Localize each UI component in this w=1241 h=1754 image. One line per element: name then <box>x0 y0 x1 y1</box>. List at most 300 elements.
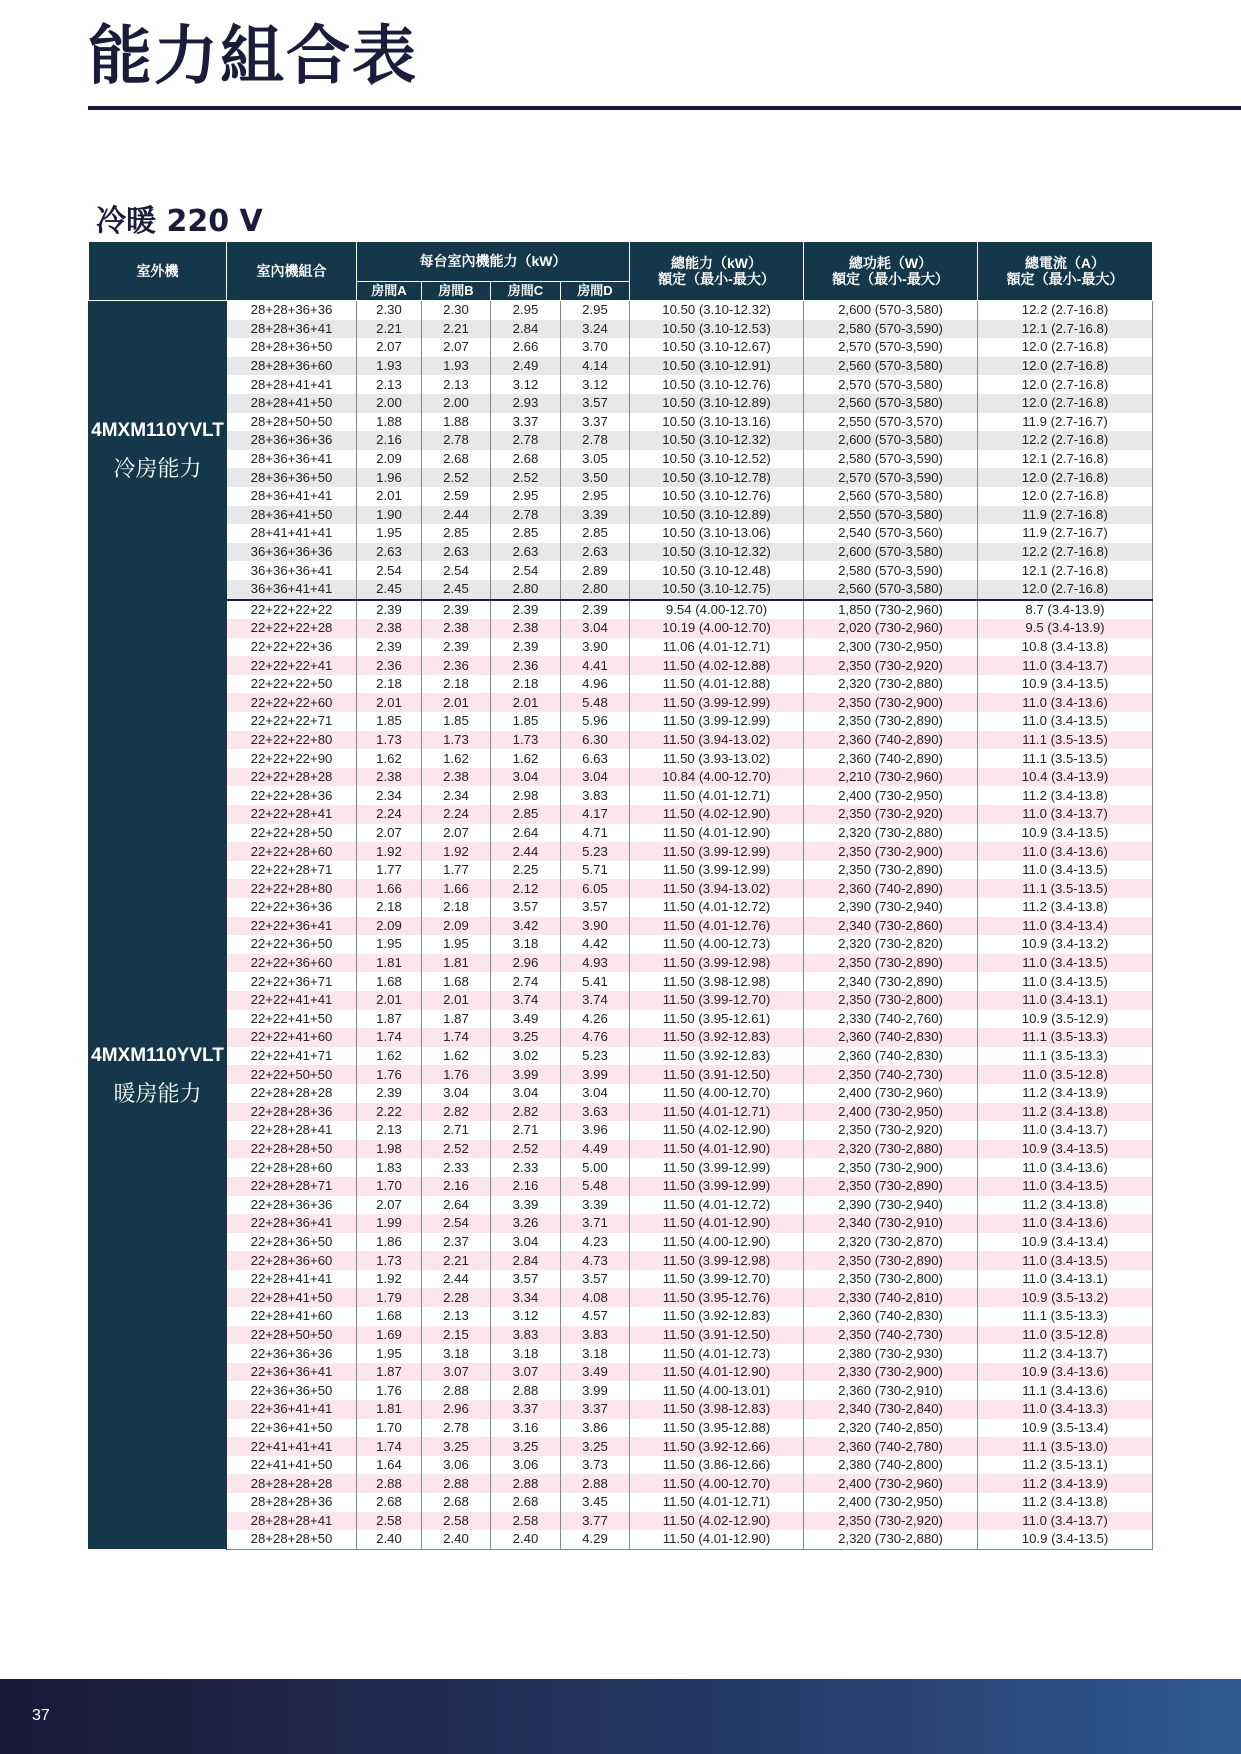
table-row <box>89 1288 1153 1307</box>
cell-total-capacity: 11.50 (3.95-12.76) <box>630 1288 804 1307</box>
cell-indoor-combo: 22+28+41+50 <box>227 1288 357 1307</box>
cell-total-current: 11.2 (3.4-13.9) <box>978 1084 1153 1103</box>
cell-room-a: 2.07 <box>357 1196 422 1215</box>
cell-total-power: 2,360 (740-2,780) <box>804 1437 978 1456</box>
cell-room-b: 2.68 <box>422 450 491 469</box>
cell-indoor-combo: 22+22+22+41 <box>227 656 357 675</box>
cell-indoor-combo: 22+28+36+60 <box>227 1251 357 1270</box>
cell-room-c: 2.78 <box>491 431 561 450</box>
table-row <box>89 1010 1153 1029</box>
cell-room-d: 5.23 <box>561 842 630 861</box>
cell-total-capacity: 11.50 (3.99-12.99) <box>630 1177 804 1196</box>
cell-room-b: 1.76 <box>422 1065 491 1084</box>
cell-room-a: 1.62 <box>357 749 422 768</box>
cell-room-c: 2.01 <box>491 693 561 712</box>
cell-indoor-combo: 22+22+36+41 <box>227 917 357 936</box>
cell-indoor-combo: 22+22+28+60 <box>227 842 357 861</box>
table-row <box>89 1400 1153 1419</box>
cell-room-a: 2.09 <box>357 917 422 936</box>
cell-indoor-combo: 36+36+41+41 <box>227 580 357 600</box>
cell-total-power: 2,340 (730-2,860) <box>804 917 978 936</box>
cell-room-b: 2.44 <box>422 1270 491 1289</box>
cell-total-capacity: 11.50 (4.01-12.88) <box>630 675 804 694</box>
cell-total-current: 12.0 (2.7-16.8) <box>978 468 1153 487</box>
cell-total-power: 2,350 (730-2,900) <box>804 693 978 712</box>
cell-total-capacity: 11.50 (4.02-12.90) <box>630 1512 804 1531</box>
cell-total-current: 11.1 (3.5-13.5) <box>978 731 1153 750</box>
table-row <box>89 1028 1153 1047</box>
cell-total-current: 11.0 (3.4-13.5) <box>978 1177 1153 1196</box>
header-total-current-line1: 總電流（A） <box>1024 254 1106 271</box>
cell-room-b: 1.95 <box>422 935 491 954</box>
page-title: 能力組合表 <box>88 20 418 94</box>
cell-total-current: 10.9 (3.4-13.6) <box>978 1363 1153 1382</box>
cell-room-d: 5.41 <box>561 972 630 991</box>
cell-total-capacity: 11.50 (4.01-12.71) <box>630 786 804 805</box>
cell-total-capacity: 11.50 (4.00-12.73) <box>630 935 804 954</box>
cell-room-a: 2.30 <box>357 301 422 320</box>
cell-room-c: 2.96 <box>491 954 561 973</box>
cell-room-d: 3.50 <box>561 468 630 487</box>
cell-total-capacity: 10.50 (3.10-12.76) <box>630 487 804 506</box>
cell-total-current: 11.1 (3.4-13.6) <box>978 1381 1153 1400</box>
cell-room-c: 3.18 <box>491 935 561 954</box>
cell-total-capacity: 10.50 (3.10-12.91) <box>630 357 804 376</box>
cell-room-d: 2.95 <box>561 487 630 506</box>
cell-total-capacity: 11.50 (4.00-12.70) <box>630 1084 804 1103</box>
cell-room-a: 1.73 <box>357 731 422 750</box>
cell-room-c: 2.52 <box>491 468 561 487</box>
table-row <box>89 1140 1153 1159</box>
cell-indoor-combo: 22+36+41+50 <box>227 1419 357 1438</box>
cell-room-c: 3.37 <box>491 1400 561 1419</box>
cell-total-power: 2,350 (730-2,920) <box>804 805 978 824</box>
cell-total-capacity: 10.19 (4.00-12.70) <box>630 619 804 638</box>
cell-room-b: 2.01 <box>422 991 491 1010</box>
cell-room-a: 1.95 <box>357 935 422 954</box>
cell-room-b: 2.58 <box>422 1512 491 1531</box>
cell-total-power: 2,350 (730-2,890) <box>804 1251 978 1270</box>
cell-total-power: 2,350 (730-2,890) <box>804 861 978 880</box>
cell-room-d: 3.83 <box>561 786 630 805</box>
cell-total-current: 11.0 (3.4-13.7) <box>978 656 1153 675</box>
cell-room-a: 1.68 <box>357 972 422 991</box>
cell-room-d: 4.49 <box>561 1140 630 1159</box>
title-divider <box>88 106 1241 110</box>
cell-total-capacity: 11.50 (3.92-12.83) <box>630 1028 804 1047</box>
cell-room-b: 2.34 <box>422 786 491 805</box>
cell-total-capacity: 11.50 (3.99-12.99) <box>630 693 804 712</box>
cell-room-a: 1.76 <box>357 1065 422 1084</box>
cell-room-c: 2.25 <box>491 861 561 880</box>
table-row <box>89 1270 1153 1289</box>
cell-room-b: 1.68 <box>422 972 491 991</box>
table-row <box>89 1512 1153 1531</box>
cell-total-current: 12.1 (2.7-16.8) <box>978 320 1153 339</box>
cell-room-b: 2.15 <box>422 1326 491 1345</box>
cell-total-capacity: 11.50 (3.94-13.02) <box>630 731 804 750</box>
cell-room-c: 3.18 <box>491 1344 561 1363</box>
cell-room-b: 3.25 <box>422 1437 491 1456</box>
cell-total-current: 12.0 (2.7-16.8) <box>978 580 1153 600</box>
cell-indoor-combo: 22+22+36+50 <box>227 935 357 954</box>
table-row <box>89 917 1153 936</box>
cell-room-d: 2.89 <box>561 561 630 580</box>
cell-total-current: 11.2 (3.4-13.7) <box>978 1344 1153 1363</box>
cell-room-d: 2.95 <box>561 301 630 320</box>
cell-total-power: 2,560 (570-3,580) <box>804 580 978 600</box>
table-row <box>89 506 1153 525</box>
cell-room-b: 2.21 <box>422 1251 491 1270</box>
cell-room-d: 3.70 <box>561 338 630 357</box>
cell-room-a: 1.74 <box>357 1437 422 1456</box>
cell-room-a: 1.77 <box>357 861 422 880</box>
cell-indoor-combo: 22+28+41+41 <box>227 1270 357 1289</box>
cell-room-d: 3.24 <box>561 320 630 339</box>
cell-total-power: 2,350 (730-2,920) <box>804 1512 978 1531</box>
cell-total-current: 12.2 (2.7-16.8) <box>978 301 1153 320</box>
table-row <box>89 543 1153 562</box>
cell-total-capacity: 11.06 (4.01-12.71) <box>630 638 804 657</box>
cell-room-b: 3.18 <box>422 1344 491 1363</box>
cell-room-b: 2.78 <box>422 1419 491 1438</box>
table-row <box>89 357 1153 376</box>
cell-total-capacity: 10.50 (3.10-13.16) <box>630 413 804 432</box>
table-row <box>89 749 1153 768</box>
table-row <box>89 1121 1153 1140</box>
cell-room-a: 1.64 <box>357 1456 422 1475</box>
cell-total-capacity: 10.84 (4.00-12.70) <box>630 768 804 787</box>
cell-total-capacity: 11.50 (4.01-12.90) <box>630 1363 804 1382</box>
cell-total-power: 2,600 (570-3,580) <box>804 431 978 450</box>
cell-room-c: 3.12 <box>491 1307 561 1326</box>
cell-total-power: 2,320 (730-2,880) <box>804 1140 978 1159</box>
cell-room-a: 1.87 <box>357 1363 422 1382</box>
table-row <box>89 413 1153 432</box>
cell-total-current: 10.9 (3.4-13.5) <box>978 675 1153 694</box>
cell-indoor-combo: 28+36+41+50 <box>227 506 357 525</box>
cell-room-a: 1.87 <box>357 1010 422 1029</box>
table-row <box>89 1196 1153 1215</box>
cell-total-power: 2,390 (730-2,940) <box>804 1196 978 1215</box>
cell-indoor-combo: 22+41+41+41 <box>227 1437 357 1456</box>
cell-room-b: 2.71 <box>422 1121 491 1140</box>
cell-indoor-combo: 22+28+41+60 <box>227 1307 357 1326</box>
cell-indoor-combo: 22+28+28+71 <box>227 1177 357 1196</box>
cell-total-capacity: 11.50 (4.02-12.90) <box>630 1121 804 1140</box>
cell-total-capacity: 11.50 (4.01-12.90) <box>630 824 804 843</box>
cell-room-a: 2.39 <box>357 600 422 620</box>
header-outdoor: 室外機 <box>89 242 227 301</box>
cell-indoor-combo: 28+36+36+36 <box>227 431 357 450</box>
cell-total-current: 11.0 (3.5-12.8) <box>978 1065 1153 1084</box>
cell-room-c: 3.04 <box>491 1084 561 1103</box>
cell-room-b: 2.59 <box>422 487 491 506</box>
cell-total-current: 10.9 (3.4-13.4) <box>978 1233 1153 1252</box>
cell-room-c: 2.40 <box>491 1530 561 1549</box>
cell-indoor-combo: 22+22+28+28 <box>227 768 357 787</box>
cell-room-c: 3.02 <box>491 1047 561 1066</box>
cell-total-capacity: 11.50 (4.01-12.90) <box>630 1530 804 1549</box>
cell-indoor-combo: 28+36+36+50 <box>227 468 357 487</box>
cell-room-a: 1.70 <box>357 1177 422 1196</box>
cell-room-a: 2.24 <box>357 805 422 824</box>
cell-room-d: 2.85 <box>561 524 630 543</box>
cell-room-b: 1.74 <box>422 1028 491 1047</box>
cell-room-b: 2.16 <box>422 1177 491 1196</box>
cell-room-b: 2.28 <box>422 1288 491 1307</box>
cell-total-capacity: 11.50 (3.92-12.83) <box>630 1307 804 1326</box>
cell-indoor-combo: 22+22+22+80 <box>227 731 357 750</box>
cell-room-a: 2.63 <box>357 543 422 562</box>
table-row <box>89 768 1153 787</box>
cell-indoor-combo: 22+22+28+50 <box>227 824 357 843</box>
cell-room-d: 5.23 <box>561 1047 630 1066</box>
cell-room-d: 3.96 <box>561 1121 630 1140</box>
cell-room-b: 2.82 <box>422 1103 491 1122</box>
cell-indoor-combo: 22+22+22+50 <box>227 675 357 694</box>
table-row <box>89 394 1153 413</box>
cell-room-a: 2.16 <box>357 431 422 450</box>
cell-indoor-combo: 22+22+22+90 <box>227 749 357 768</box>
cell-room-d: 6.63 <box>561 749 630 768</box>
table-row <box>89 1326 1153 1345</box>
cell-total-current: 11.0 (3.4-13.7) <box>978 1121 1153 1140</box>
cell-room-c: 3.04 <box>491 1233 561 1252</box>
cell-room-c: 2.66 <box>491 338 561 357</box>
cell-room-c: 2.64 <box>491 824 561 843</box>
header-total-current <box>978 242 1153 301</box>
header-total-power <box>804 242 978 301</box>
cell-room-d: 3.45 <box>561 1493 630 1512</box>
cell-room-d: 3.49 <box>561 1363 630 1382</box>
cell-room-d: 3.04 <box>561 1084 630 1103</box>
cell-room-d: 3.71 <box>561 1214 630 1233</box>
cell-room-d: 3.99 <box>561 1065 630 1084</box>
cell-total-power: 1,850 (730-2,960) <box>804 600 978 620</box>
section-title: 冷暖 220 V <box>96 204 263 239</box>
header-total-current-line2: 額定（最小-最大） <box>1006 271 1124 287</box>
cell-room-a: 2.22 <box>357 1103 422 1122</box>
cell-total-current: 11.1 (3.5-13.3) <box>978 1028 1153 1047</box>
cell-room-b: 2.39 <box>422 638 491 657</box>
cell-room-b: 2.38 <box>422 619 491 638</box>
cell-room-c: 3.12 <box>491 375 561 394</box>
cell-total-power: 2,350 (740-2,730) <box>804 1326 978 1345</box>
cell-room-b: 2.64 <box>422 1196 491 1215</box>
cell-total-current: 8.7 (3.4-13.9) <box>978 600 1153 620</box>
cell-room-b: 2.54 <box>422 1214 491 1233</box>
cell-indoor-combo: 22+28+28+41 <box>227 1121 357 1140</box>
cell-room-c: 2.68 <box>491 1493 561 1512</box>
cell-room-a: 1.95 <box>357 1344 422 1363</box>
cell-room-c: 2.84 <box>491 320 561 339</box>
cell-total-power: 2,400 (730-2,950) <box>804 1103 978 1122</box>
cell-indoor-combo: 22+22+41+60 <box>227 1028 357 1047</box>
cell-indoor-combo: 28+36+41+41 <box>227 487 357 506</box>
cell-room-c: 2.38 <box>491 619 561 638</box>
cell-total-power: 2,350 (730-2,900) <box>804 1158 978 1177</box>
table-row <box>89 1158 1153 1177</box>
table-row <box>89 693 1153 712</box>
cell-total-current: 10.4 (3.4-13.9) <box>978 768 1153 787</box>
cell-room-b: 1.73 <box>422 731 491 750</box>
table-row <box>89 431 1153 450</box>
operation-mode-label: 暖房能力 <box>113 1080 202 1106</box>
cell-room-c: 1.62 <box>491 749 561 768</box>
cell-total-power: 2,360 (740-2,890) <box>804 749 978 768</box>
cell-room-a: 2.58 <box>357 1512 422 1531</box>
cell-room-c: 1.73 <box>491 731 561 750</box>
cell-room-b: 2.88 <box>422 1474 491 1493</box>
cell-total-capacity: 11.50 (3.99-12.70) <box>630 991 804 1010</box>
table-row <box>89 712 1153 731</box>
cell-room-b: 2.68 <box>422 1493 491 1512</box>
page-number: 37 <box>32 1707 50 1724</box>
cell-total-capacity: 10.50 (3.10-13.06) <box>630 524 804 543</box>
table-row <box>89 1103 1153 1122</box>
cell-total-current: 11.9 (2.7-16.7) <box>978 524 1153 543</box>
cell-room-a: 1.92 <box>357 1270 422 1289</box>
cell-total-current: 11.2 (3.4-13.8) <box>978 1103 1153 1122</box>
cell-room-d: 4.71 <box>561 824 630 843</box>
header-room-a: 房間A <box>357 282 422 301</box>
cell-total-capacity: 11.50 (4.00-12.90) <box>630 1233 804 1252</box>
cell-room-b: 1.85 <box>422 712 491 731</box>
cell-total-power: 2,580 (570-3,590) <box>804 561 978 580</box>
cell-total-capacity: 11.50 (3.99-12.70) <box>630 1270 804 1289</box>
cell-total-power: 2,360 (740-2,830) <box>804 1047 978 1066</box>
cell-room-a: 1.86 <box>357 1233 422 1252</box>
cell-indoor-combo: 22+36+41+41 <box>227 1400 357 1419</box>
table-row <box>89 600 1153 620</box>
cell-room-c: 2.39 <box>491 600 561 620</box>
cell-total-current: 9.5 (3.4-13.9) <box>978 619 1153 638</box>
cell-room-d: 4.73 <box>561 1251 630 1270</box>
cell-total-power: 2,350 (730-2,900) <box>804 842 978 861</box>
cell-room-b: 2.18 <box>422 898 491 917</box>
cell-total-power: 2,350 (730-2,890) <box>804 954 978 973</box>
cell-total-current: 11.9 (2.7-16.8) <box>978 506 1153 525</box>
cell-indoor-combo: 22+28+50+50 <box>227 1326 357 1345</box>
cell-indoor-combo: 22+28+36+50 <box>227 1233 357 1252</box>
cell-room-a: 2.88 <box>357 1474 422 1493</box>
cell-room-c: 2.95 <box>491 487 561 506</box>
cell-total-current: 10.9 (3.4-13.2) <box>978 935 1153 954</box>
header-total-capacity-line2: 額定（最小-最大） <box>658 271 775 287</box>
cell-room-a: 2.39 <box>357 1084 422 1103</box>
cell-room-b: 2.85 <box>422 524 491 543</box>
cell-room-a: 2.13 <box>357 1121 422 1140</box>
cell-room-c: 2.74 <box>491 972 561 991</box>
cell-total-power: 2,550 (570-3,580) <box>804 506 978 525</box>
cell-total-power: 2,400 (730-2,950) <box>804 786 978 805</box>
cell-total-current: 11.1 (3.5-13.5) <box>978 879 1153 898</box>
table-row <box>89 731 1153 750</box>
cell-room-d: 4.26 <box>561 1010 630 1029</box>
cell-indoor-combo: 28+28+36+36 <box>227 301 357 320</box>
cell-total-capacity: 11.50 (4.00-13.01) <box>630 1381 804 1400</box>
cell-room-c: 1.85 <box>491 712 561 731</box>
cell-room-a: 2.01 <box>357 991 422 1010</box>
cell-room-c: 2.82 <box>491 1103 561 1122</box>
cell-indoor-combo: 22+22+28+41 <box>227 805 357 824</box>
table-row <box>89 1493 1153 1512</box>
cell-room-b: 2.52 <box>422 468 491 487</box>
cell-total-current: 11.0 (3.4-13.5) <box>978 1251 1153 1270</box>
cell-room-b: 2.52 <box>422 1140 491 1159</box>
cell-room-b: 3.07 <box>422 1363 491 1382</box>
cell-total-current: 10.9 (3.4-13.5) <box>978 1140 1153 1159</box>
cell-room-a: 1.90 <box>357 506 422 525</box>
table-row <box>89 638 1153 657</box>
cell-indoor-combo: 22+28+36+41 <box>227 1214 357 1233</box>
cell-total-current: 11.1 (3.5-13.5) <box>978 749 1153 768</box>
cell-room-d: 3.39 <box>561 506 630 525</box>
cell-room-b: 2.44 <box>422 506 491 525</box>
cell-room-a: 1.93 <box>357 357 422 376</box>
cell-total-capacity: 11.50 (3.95-12.61) <box>630 1010 804 1029</box>
table-row <box>89 1177 1153 1196</box>
cell-room-d: 3.37 <box>561 413 630 432</box>
cell-total-current: 11.0 (3.4-13.6) <box>978 1214 1153 1233</box>
cell-room-b: 2.21 <box>422 320 491 339</box>
cell-room-c: 3.37 <box>491 413 561 432</box>
cell-room-d: 4.76 <box>561 1028 630 1047</box>
table-row <box>89 879 1153 898</box>
cell-total-capacity: 10.50 (3.10-12.53) <box>630 320 804 339</box>
cell-indoor-combo: 28+28+50+50 <box>227 413 357 432</box>
cell-indoor-combo: 22+22+22+22 <box>227 600 357 620</box>
table-row <box>89 1437 1153 1456</box>
cell-total-current: 11.2 (3.5-13.1) <box>978 1456 1153 1475</box>
cell-total-power: 2,600 (570-3,580) <box>804 543 978 562</box>
cell-total-current: 11.0 (3.4-13.5) <box>978 972 1153 991</box>
cell-room-a: 2.07 <box>357 824 422 843</box>
cell-total-capacity: 11.50 (4.02-12.90) <box>630 805 804 824</box>
cell-room-d: 4.96 <box>561 675 630 694</box>
cell-room-a: 1.62 <box>357 1047 422 1066</box>
cell-room-b: 1.62 <box>422 749 491 768</box>
cell-total-power: 2,400 (730-2,950) <box>804 1493 978 1512</box>
cell-total-power: 2,570 (570-3,590) <box>804 468 978 487</box>
cell-total-current: 11.2 (3.4-13.8) <box>978 1196 1153 1215</box>
cell-room-c: 2.68 <box>491 450 561 469</box>
cell-room-b: 2.36 <box>422 656 491 675</box>
cell-room-c: 2.88 <box>491 1381 561 1400</box>
cell-total-capacity: 11.50 (3.92-12.83) <box>630 1047 804 1066</box>
cell-total-capacity: 11.50 (3.98-12.83) <box>630 1400 804 1419</box>
table-row <box>89 824 1153 843</box>
cell-room-a: 2.09 <box>357 450 422 469</box>
cell-room-d: 6.30 <box>561 731 630 750</box>
heating-section <box>89 600 1153 1550</box>
cell-indoor-combo: 22+22+22+36 <box>227 638 357 657</box>
cell-room-b: 2.13 <box>422 1307 491 1326</box>
cell-total-power: 2,320 (740-2,850) <box>804 1419 978 1438</box>
cell-indoor-combo: 28+28+28+28 <box>227 1474 357 1493</box>
cell-total-power: 2,340 (730-2,840) <box>804 1400 978 1419</box>
cell-total-current: 11.0 (3.4-13.7) <box>978 805 1153 824</box>
header-room-d: 房間D <box>561 282 630 301</box>
cell-room-c: 2.33 <box>491 1158 561 1177</box>
cell-indoor-combo: 22+22+36+36 <box>227 898 357 917</box>
cell-indoor-combo: 28+28+36+60 <box>227 357 357 376</box>
cell-total-current: 10.9 (3.5-12.9) <box>978 1010 1153 1029</box>
cell-total-current: 10.9 (3.4-13.5) <box>978 1530 1153 1549</box>
table-row <box>89 619 1153 638</box>
cell-room-a: 2.40 <box>357 1530 422 1549</box>
